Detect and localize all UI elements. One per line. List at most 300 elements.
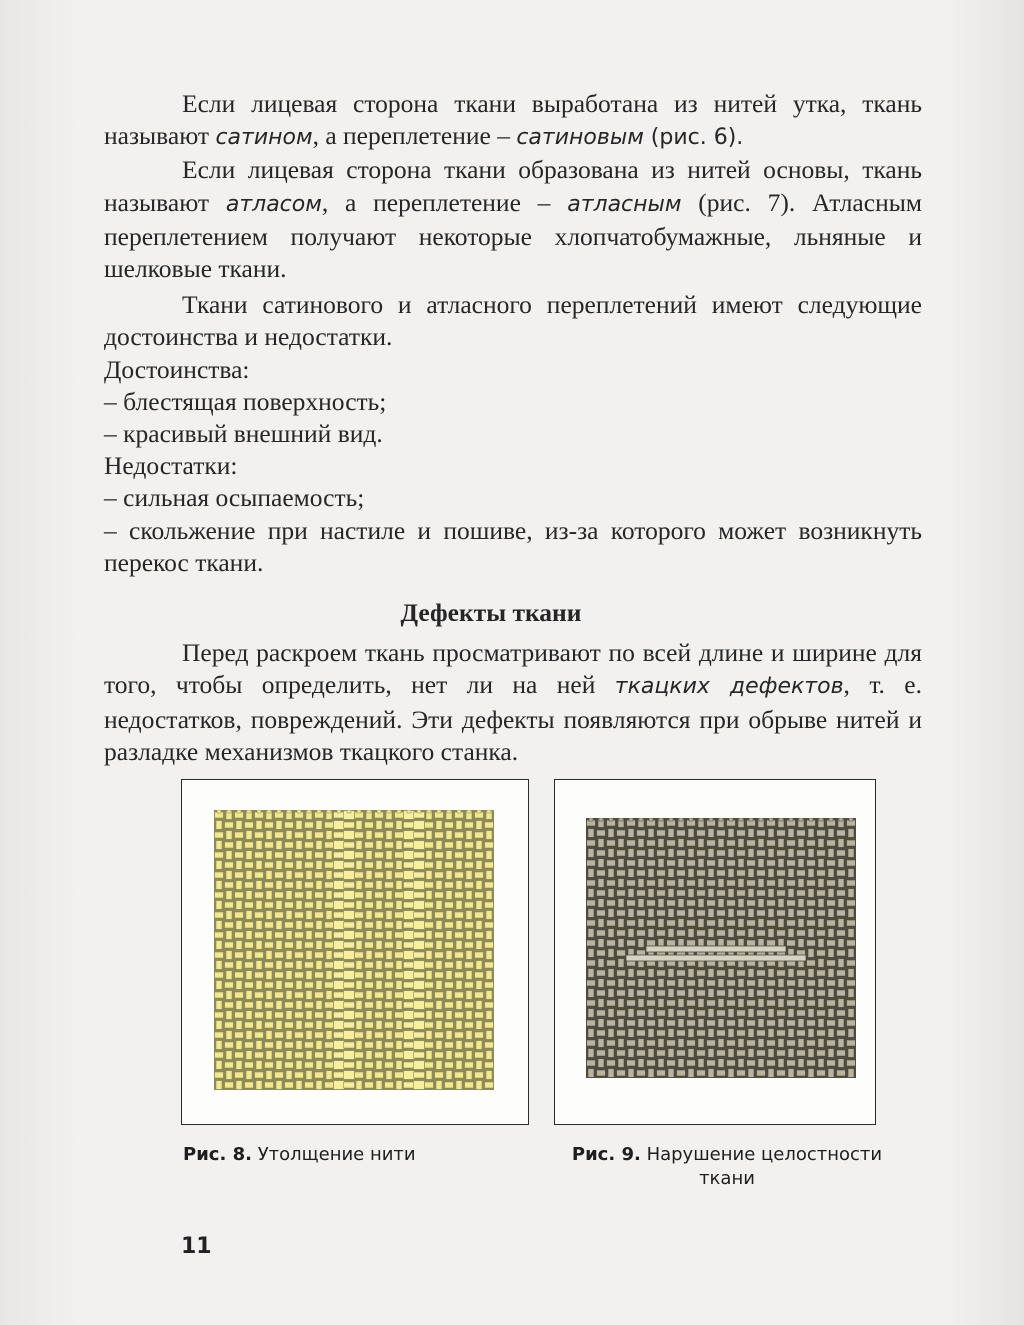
weave-cell (777, 910, 786, 916)
weave-cell (355, 892, 364, 898)
weave-cell (607, 940, 616, 946)
weave-cell (256, 1061, 262, 1070)
weave-cell (326, 851, 332, 860)
broken-thread (646, 946, 786, 952)
weave-cell (285, 962, 294, 968)
weave-cell (465, 822, 474, 828)
weave-cell (748, 889, 754, 898)
weave-cell (425, 1082, 434, 1088)
weave-cell (225, 1022, 234, 1028)
weave-cell (246, 831, 252, 840)
weave-cell (466, 971, 472, 980)
weave-cell (688, 829, 694, 838)
weave-cell (334, 821, 345, 830)
weave-cell (737, 1050, 746, 1056)
weave-cell (587, 860, 596, 866)
weave-cell (404, 1071, 415, 1080)
weave-cell (588, 1029, 594, 1038)
weave-cell (225, 982, 234, 988)
weave-cell (465, 922, 474, 928)
weave-cell (295, 972, 304, 978)
weave-cell (628, 1029, 634, 1038)
weave-cell (485, 1002, 494, 1008)
weave-cell (627, 860, 636, 866)
weave-cell (396, 1001, 402, 1010)
weave-cell (465, 982, 474, 988)
weave-cell (366, 1031, 372, 1040)
weave-cell (827, 1060, 836, 1066)
weave-cell (697, 970, 706, 976)
weave-cell (256, 921, 262, 930)
weave-cell (445, 1002, 454, 1008)
weave-cell (215, 1012, 224, 1018)
weave-cell (607, 980, 616, 986)
weave-cell (426, 1071, 432, 1080)
weave-cell (476, 961, 482, 970)
weave-cell (608, 949, 614, 958)
weave-cell (737, 890, 746, 896)
weave-cell (486, 991, 492, 1000)
weave-cell (276, 901, 282, 910)
weave-cell (366, 871, 372, 880)
weave-cell (215, 1052, 224, 1058)
weave-cell (276, 841, 282, 850)
weave-cell (286, 1071, 292, 1080)
weave-cell (326, 911, 332, 920)
weave-cell (435, 892, 444, 898)
weave-cell (658, 1019, 664, 1028)
weave-cell (465, 902, 474, 908)
weave-cell (316, 961, 322, 970)
weave-cell (226, 851, 232, 860)
weave-cell (718, 1019, 724, 1028)
weave-cell (828, 1069, 834, 1078)
weave-cell (727, 860, 736, 866)
weave-cell (728, 1029, 734, 1038)
weave-cell (456, 901, 462, 910)
weave-cell (275, 852, 284, 858)
weave-cell (426, 911, 432, 920)
weave-cell (296, 941, 302, 950)
thread-end (769, 818, 773, 821)
term-weaving-defects: ткацких дефектов (614, 674, 844, 700)
weave-cell (837, 930, 846, 936)
weave-cell (226, 931, 232, 940)
weave-cell (344, 911, 355, 920)
weave-cell (306, 991, 312, 1000)
weave-cell (445, 902, 454, 908)
weave-cell (466, 831, 472, 840)
weave-cell (717, 1010, 726, 1016)
weave-cell (637, 1050, 646, 1056)
weave-cell (697, 1070, 706, 1076)
weave-cell (295, 1052, 304, 1058)
weave-cell (215, 832, 224, 838)
weave-cell (667, 880, 676, 886)
thread-end (467, 810, 471, 813)
weave-cell (456, 941, 462, 950)
weave-cell (356, 921, 362, 930)
weave-cell (668, 989, 674, 998)
weave-cell (446, 971, 452, 980)
weave-cell (276, 1081, 282, 1090)
weave-cell (607, 880, 616, 886)
weave-cell (404, 1031, 415, 1040)
weave-cell (717, 1070, 726, 1076)
weave-cell (848, 989, 854, 998)
weave-cell (818, 859, 824, 868)
weave-cell (245, 822, 254, 828)
weave-cell (838, 939, 844, 948)
weave-cell (265, 902, 274, 908)
fabric-weave-illustration (586, 818, 856, 1083)
text-run: (рис. 7). Атласным переплетением получают некоторые хлопчатобумажные, льняные и шелковые ткани. (104, 187, 922, 284)
weave-cell (256, 961, 262, 970)
thread-end (839, 818, 843, 821)
weave-cell (668, 909, 674, 918)
weave-cell (707, 880, 716, 886)
weave-cell (426, 891, 432, 900)
weave-cell (285, 862, 294, 868)
thread-end (237, 810, 241, 813)
weave-cell (334, 941, 345, 950)
weave-cell (828, 969, 834, 978)
weave-cell (767, 1020, 776, 1026)
weave-cell (366, 831, 372, 840)
weave-cell (256, 981, 262, 990)
weave-cell (647, 940, 656, 946)
weave-cell (305, 922, 314, 928)
weave-cell (475, 1032, 484, 1038)
weave-cell (717, 910, 726, 916)
weave-cell (747, 920, 756, 926)
weave-cell (597, 890, 606, 896)
weave-cell (748, 989, 754, 998)
weave-cell (365, 942, 374, 948)
weave-cell (286, 891, 292, 900)
weave-cell (446, 1011, 452, 1020)
weave-cell (216, 1041, 222, 1050)
weave-cell (426, 971, 432, 980)
weave-cell (226, 911, 232, 920)
weave-cell (718, 839, 724, 848)
weave-cell (404, 971, 415, 980)
weave-cell (426, 831, 432, 840)
weave-cell (768, 1049, 774, 1058)
weave-cell (225, 1082, 234, 1088)
weave-cell (628, 849, 634, 858)
thread-end (437, 810, 441, 813)
weave-cell (787, 1020, 796, 1026)
weave-cell (747, 1040, 756, 1046)
weave-cell (758, 999, 764, 1008)
weave-cell (245, 1002, 254, 1008)
weave-cell (455, 1052, 464, 1058)
weave-cell (648, 969, 654, 978)
weave-cell (777, 1070, 786, 1076)
weave-cell (316, 921, 322, 930)
weave-cell (717, 930, 726, 936)
weave-cell (658, 1059, 664, 1068)
weave-cell (235, 912, 244, 918)
weave-cell (326, 1011, 332, 1020)
weave-cell (587, 880, 596, 886)
weave-cell (817, 890, 826, 896)
weave-cell (285, 1022, 294, 1028)
weave-cell (344, 1011, 355, 1020)
weave-cell (466, 991, 472, 1000)
weave-cell (608, 829, 614, 838)
weave-cell (648, 929, 654, 938)
weave-cell (777, 1050, 786, 1056)
weave-cell (334, 972, 345, 978)
weave-cell (414, 1072, 425, 1078)
weave-cell (215, 992, 224, 998)
weave-cell (356, 1021, 362, 1030)
weave-cell (718, 859, 724, 868)
paragraph-defects (104, 637, 922, 768)
weave-cell (435, 932, 444, 938)
weave-cell (404, 931, 415, 940)
weave-cell (757, 890, 766, 896)
weave-cell (334, 952, 345, 958)
weave-cell (486, 1051, 492, 1060)
weave-cell (607, 1020, 616, 1026)
weave-cell (778, 1039, 784, 1048)
weave-cell (215, 852, 224, 858)
weave-cell (276, 981, 282, 990)
weave-cell (598, 1059, 604, 1068)
weave-cell (687, 840, 696, 846)
weave-cell (266, 951, 272, 960)
weave-cell (456, 961, 462, 970)
weave-cell (758, 859, 764, 868)
weave-cell (808, 949, 814, 958)
weave-cell (246, 891, 252, 900)
weave-cell (226, 1051, 232, 1060)
weave-cell (747, 1000, 756, 1006)
weave-cell (658, 919, 664, 928)
weave-cell (748, 1049, 754, 1058)
weave-cell (486, 1031, 492, 1040)
weave-cell (608, 849, 614, 858)
weave-cell (325, 1022, 334, 1028)
weave-cell (847, 920, 856, 926)
weave-cell (226, 1031, 232, 1040)
weave-cell (404, 862, 415, 868)
weave-cell (597, 990, 606, 996)
weave-cell (306, 891, 312, 900)
disadvantage-item: – скольжение при настиле и пошиве, из-за которого может возникнуть перекос ткани. (104, 515, 922, 577)
weave-cell (315, 892, 324, 898)
weave-cell (737, 1030, 746, 1036)
weave-cell (688, 969, 694, 978)
weave-cell (235, 992, 244, 998)
weave-cell (386, 971, 392, 980)
weave-cell (587, 1000, 596, 1006)
weave-cell (316, 901, 322, 910)
weave-cell (366, 991, 372, 1000)
weave-cell (768, 1029, 774, 1038)
weave-cell (386, 1011, 392, 1020)
weave-cell (356, 1001, 362, 1010)
advantage-item: – красивый внешний вид. (104, 419, 383, 449)
weave-cell (356, 961, 362, 970)
weave-cell (807, 860, 816, 866)
weave-cell (657, 870, 666, 876)
weave-cell (738, 1059, 744, 1068)
thread-end (407, 810, 411, 813)
weave-cell (375, 892, 384, 898)
weave-cell (404, 871, 415, 880)
weave-cell (717, 830, 726, 836)
weave-cell (326, 1051, 332, 1060)
weave-cell (476, 861, 482, 870)
weave-cell (807, 840, 816, 846)
weave-cell (647, 1040, 656, 1046)
weave-cell (306, 1051, 312, 1060)
weave-cell (767, 1060, 776, 1066)
weave-cell (396, 881, 402, 890)
weave-cell (827, 920, 836, 926)
weave-cell (275, 952, 284, 958)
weave-cell (485, 862, 494, 868)
weave-cell (334, 1001, 345, 1010)
weave-cell (395, 892, 404, 898)
weave-cell (798, 999, 804, 1008)
weave-cell (588, 1049, 594, 1058)
weave-cell (838, 879, 844, 888)
thread-end (287, 810, 291, 813)
weave-cell (797, 830, 806, 836)
weave-cell (627, 900, 636, 906)
weave-cell (376, 901, 382, 910)
weave-cell (344, 882, 355, 888)
term-satin-weave: сатиновым (516, 125, 644, 151)
weave-cell (414, 901, 425, 910)
weave-cell (396, 861, 402, 870)
weave-cell (404, 1062, 415, 1068)
weave-cell (588, 989, 594, 998)
weave-cell (768, 1069, 774, 1078)
weave-cell (476, 1021, 482, 1030)
weave-cell (344, 962, 355, 968)
weave-cell (828, 929, 834, 938)
weave-cell (286, 931, 292, 940)
weave-cell (246, 871, 252, 880)
weave-cell (817, 990, 826, 996)
weave-cell (325, 982, 334, 988)
weave-cell (395, 972, 404, 978)
weave-cell (657, 970, 666, 976)
weave-cell (344, 1051, 355, 1060)
weave-cell (817, 870, 826, 876)
weave-cell (737, 970, 746, 976)
weave-cell (315, 1052, 324, 1058)
thread-end (457, 810, 461, 813)
weave-cell (818, 1059, 824, 1068)
thread-end (779, 818, 783, 821)
weave-cell (737, 990, 746, 996)
weave-cell (838, 1019, 844, 1028)
weave-cell (797, 1010, 806, 1016)
weave-cell (837, 910, 846, 916)
weave-cell (246, 951, 252, 960)
weave-cell (275, 932, 284, 938)
weave-cell (446, 1071, 452, 1080)
weave-cell (316, 841, 322, 850)
weave-cell (727, 1020, 736, 1026)
weave-cell (396, 1061, 402, 1070)
disadvantages-label: Недостатки: (104, 451, 238, 481)
weave-cell (737, 910, 746, 916)
weave-cell (717, 1030, 726, 1036)
weave-cell (265, 942, 274, 948)
weave-cell (395, 872, 404, 878)
weave-cell (668, 869, 674, 878)
weave-cell (255, 1012, 264, 1018)
weave-cell (848, 1049, 854, 1058)
weave-cell (817, 830, 826, 836)
weave-cell (817, 850, 826, 856)
weave-cell (216, 881, 222, 890)
weave-cell (818, 879, 824, 888)
weave-cell (627, 940, 636, 946)
weave-cell (485, 942, 494, 948)
weave-cell (316, 1041, 322, 1050)
weave-cell (757, 1050, 766, 1056)
weave-cell (404, 1011, 415, 1020)
weave-cell (344, 871, 355, 880)
weave-cell (677, 910, 686, 916)
weave-cell (295, 952, 304, 958)
weave-cell (708, 1009, 714, 1018)
weave-cell (648, 1049, 654, 1058)
weave-cell (657, 830, 666, 836)
weave-cell (638, 879, 644, 888)
weave-cell (588, 949, 594, 958)
weave-cell (404, 891, 415, 900)
weave-cell (598, 999, 604, 1008)
weave-cell (334, 852, 345, 858)
weave-cell (847, 1040, 856, 1046)
weave-cell (305, 942, 314, 948)
weave-cell (376, 981, 382, 990)
weave-cell (445, 922, 454, 928)
weave-cell (305, 1082, 314, 1088)
weave-cell (627, 920, 636, 926)
weave-cell (265, 922, 274, 928)
weave-cell (747, 1020, 756, 1026)
weave-cell (658, 999, 664, 1008)
weave-cell (617, 930, 626, 936)
weave-cell (245, 1022, 254, 1028)
weave-cell (255, 832, 264, 838)
weave-cell (356, 1041, 362, 1050)
weave-cell (617, 1070, 626, 1076)
weave-cell (275, 872, 284, 878)
weave-cell (768, 1009, 774, 1018)
thread-end (327, 810, 331, 813)
thread-end (397, 810, 401, 813)
weave-cell (404, 991, 415, 1000)
weave-cell (316, 941, 322, 950)
thread-end (227, 810, 231, 813)
weave-cell (256, 1001, 262, 1010)
weave-cell (236, 1041, 242, 1050)
weave-cell (638, 979, 644, 988)
weave-cell (396, 921, 402, 930)
